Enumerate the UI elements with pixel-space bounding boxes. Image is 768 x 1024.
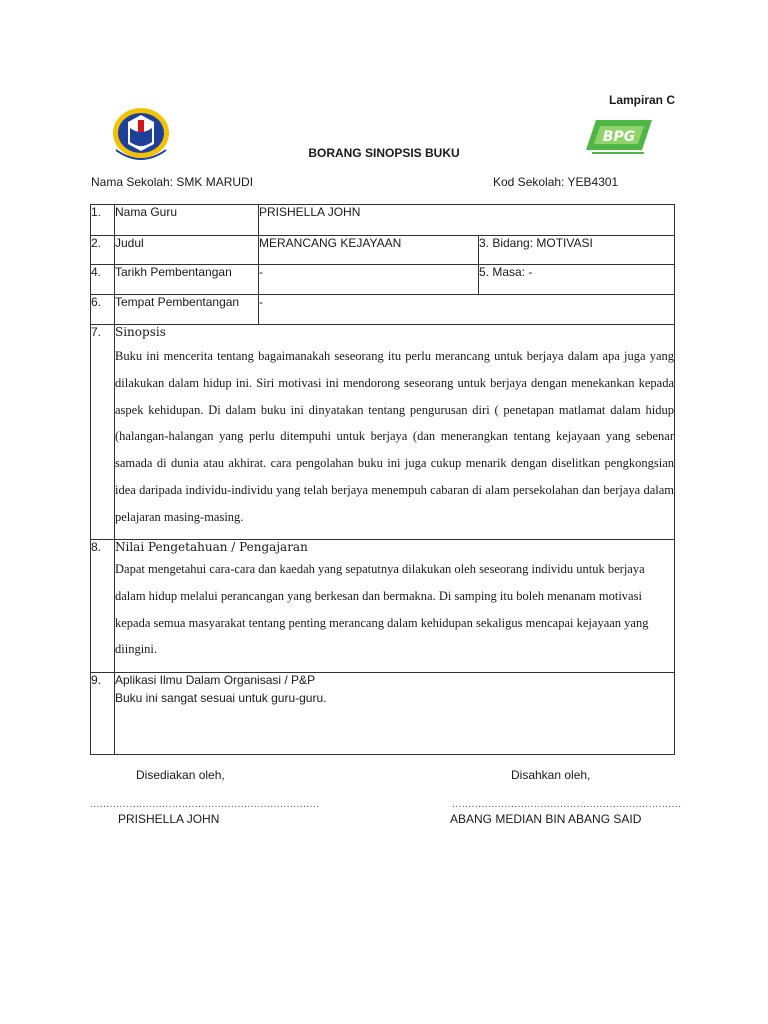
row-number: 4. <box>91 265 115 295</box>
field-value: 3. Bidang: MOTIVASI <box>479 236 675 265</box>
form-title: BORANG SINOPSIS BUKU <box>308 146 460 160</box>
row-number: 7. <box>91 325 115 540</box>
prepared-by-label: Disediakan oleh, <box>136 768 225 782</box>
title-label: Judul <box>115 236 259 265</box>
approved-by-label: Disahkan oleh, <box>511 768 591 782</box>
teacher-name-value: PRISHELLA JOHN <box>259 205 675 236</box>
row-number: 9. <box>91 673 115 755</box>
approved-by-name: ABANG MEDIAN BIN ABANG SAID <box>450 812 642 826</box>
row-number: 6. <box>91 295 115 325</box>
table-row <box>91 205 675 236</box>
svg-text:BPG: BPG <box>602 129 636 145</box>
teacher-name-label: Nama Guru <box>115 205 259 236</box>
presentation-date-label: Tarikh Pembentangan <box>115 265 259 295</box>
school-name: Nama Sekolah: SMK MARUDI <box>91 175 254 189</box>
row-number: 2. <box>91 236 115 265</box>
synopsis-form-table <box>90 204 675 755</box>
prepared-by-name: PRISHELLA JOHN <box>118 812 220 826</box>
application-heading: Aplikasi Ilmu Dalam Organisasi / P&P <box>115 673 316 687</box>
time-value: 5. Masa: - <box>479 265 675 295</box>
values-heading: Nilai Pengetahuan / Pengajaran <box>115 540 308 554</box>
synopsis-text: Buku ini mencerita tentang bagaimanakah seseorang itu perlu merancang untuk berjaya dalam apa juga yang dilakukan dalam hidup ini. Siri motivasi ini mendorong seseorang untuk berjaya dengan menekankan kepada aspek kehidupan. Di dalam buku ini dinyatakan tentang pengurusan diri ( penetapan matlamat dalam hidup (halangan-halangan yang perlu ditempuhi untuk berjaya (dan menerangkan tentang kejayaan yang sebenar samada di dunia atau akhirat. cara pengolahan buku ini juga cukup menarik dengan diselitkan pengkongsian idea daripada individu-individu yang telah berjaya menempuh cabaran di alam persekolahan dan berjaya dalam pelajaran masing-masing. <box>115 349 674 524</box>
values-cell <box>115 540 675 673</box>
row-number: 1. <box>91 205 115 236</box>
application-text: Buku ini sangat sesuai untuk guru-guru. <box>115 691 327 705</box>
table-row <box>91 265 675 295</box>
signature-line-left: ...................................................................... <box>90 799 320 810</box>
presentation-place-label: Tempat Pembentangan <box>115 295 259 325</box>
table-row <box>91 673 675 755</box>
values-text: Dapat mengetahui cara-cara dan kaedah yang sepatutnya dilakukan oleh seseorang individu untuk berjaya dalam hidup melalui perancangan yang berkesan dan bermakna. Di samping itu boleh menanam motivasi kepada semua masyarakat tentang penting merancang dalam kehidupan sekaligus mencapai kejayaan yang diingini. <box>115 562 649 657</box>
presentation-date-value: - <box>259 265 479 295</box>
table-row <box>91 295 675 325</box>
synopsis-cell <box>115 325 675 540</box>
row-number: 8. <box>91 540 115 673</box>
table-row <box>91 540 675 673</box>
table-row <box>91 325 675 540</box>
title-value: MERANCANG KEJAYAAN <box>259 236 479 265</box>
synopsis-heading: Sinopsis <box>115 325 166 339</box>
attachment-label: Lampiran C <box>609 93 676 107</box>
school-code: Kod Sekolah: YEB4301 <box>493 175 619 189</box>
table-row <box>91 236 675 265</box>
application-cell <box>115 673 675 755</box>
presentation-place-value: - <box>259 295 675 325</box>
signature-line-right: ...................................................................... <box>452 799 682 810</box>
